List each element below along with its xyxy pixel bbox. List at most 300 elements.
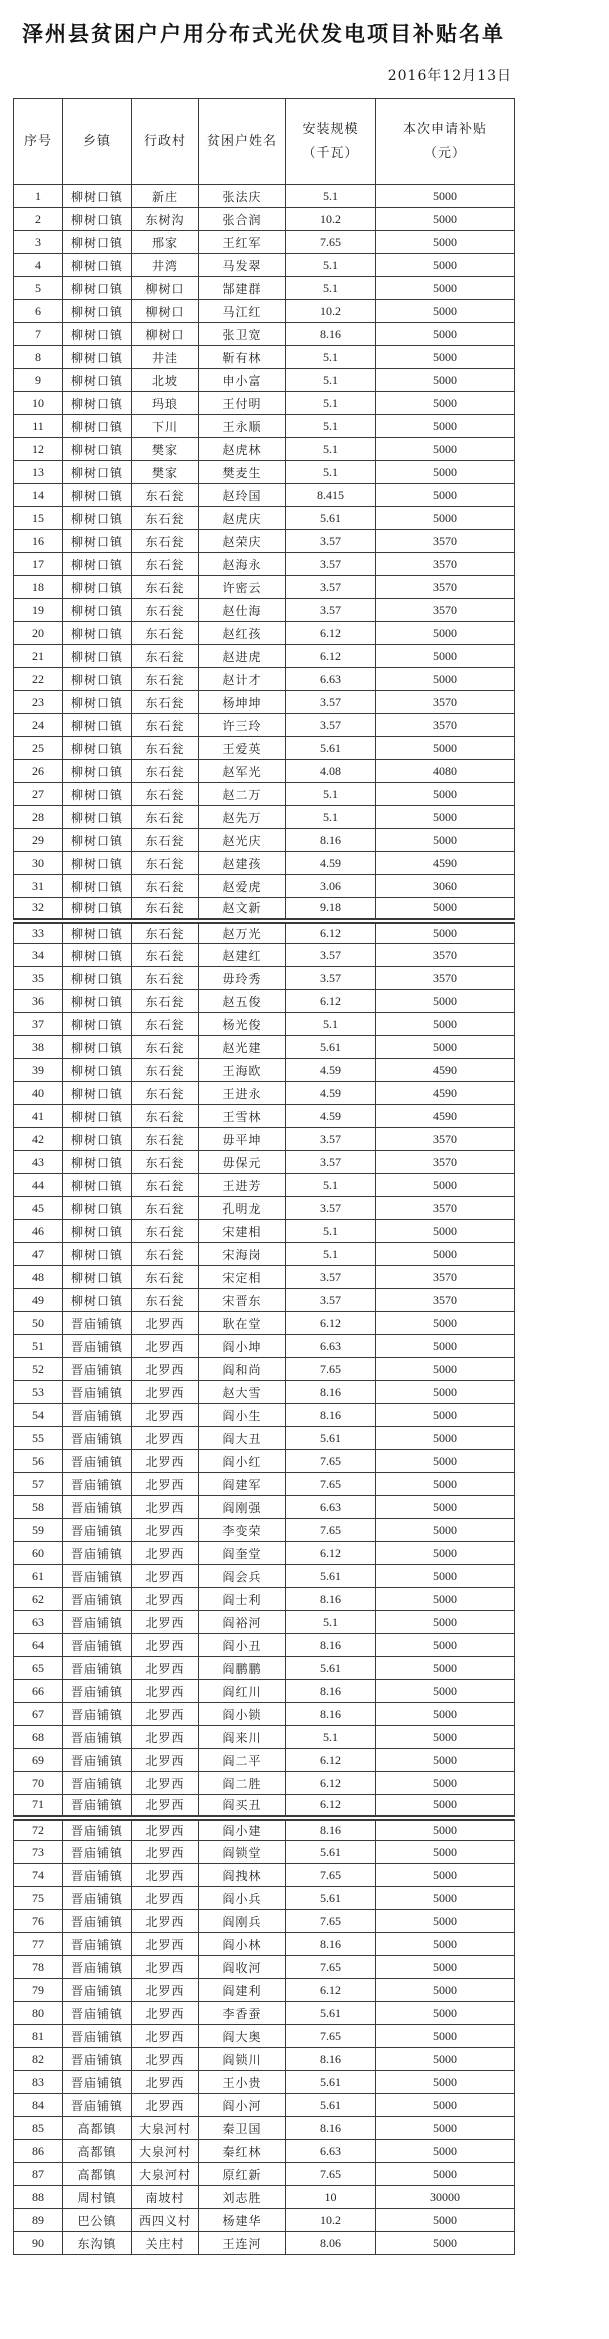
cell-seq: 90 bbox=[14, 2232, 63, 2255]
col-header-kw-label: 安装规模 bbox=[302, 122, 359, 138]
cell-name: 阎建利 bbox=[199, 1979, 286, 2002]
table-row bbox=[14, 1634, 515, 1657]
cell-name: 王付明 bbox=[199, 392, 286, 415]
cell-seq: 7 bbox=[14, 323, 63, 346]
cell-seq: 67 bbox=[14, 1703, 63, 1726]
cell-subsidy: 4080 bbox=[376, 760, 515, 783]
col-header-kw-unit: （千瓦） bbox=[302, 145, 359, 161]
cell-name: 王永顺 bbox=[199, 415, 286, 438]
table-row bbox=[14, 1243, 515, 1266]
cell-township: 柳树口镇 bbox=[63, 576, 132, 599]
cell-township: 晋庙铺镇 bbox=[63, 1450, 132, 1473]
cell-township: 柳树口镇 bbox=[63, 208, 132, 231]
cell-village: 北坡 bbox=[132, 369, 199, 392]
cell-township: 晋庙铺镇 bbox=[63, 1841, 132, 1864]
cell-subsidy: 5000 bbox=[376, 1450, 515, 1473]
cell-kw: 8.16 bbox=[286, 323, 376, 346]
cell-name: 阎拽林 bbox=[199, 1864, 286, 1887]
cell-name: 杨坤坤 bbox=[199, 691, 286, 714]
cell-seq: 55 bbox=[14, 1427, 63, 1450]
table-row bbox=[14, 1105, 515, 1128]
cell-name: 阎鹏鹏 bbox=[199, 1657, 286, 1680]
cell-kw: 3.57 bbox=[286, 553, 376, 576]
table-header bbox=[14, 99, 515, 185]
cell-seq: 27 bbox=[14, 783, 63, 806]
cell-name: 赵大雪 bbox=[199, 1381, 286, 1404]
cell-subsidy: 5000 bbox=[376, 1726, 515, 1749]
cell-township: 柳树口镇 bbox=[63, 806, 132, 829]
cell-subsidy: 4590 bbox=[376, 1082, 515, 1105]
cell-kw: 5.1 bbox=[286, 346, 376, 369]
table-row bbox=[14, 806, 515, 829]
cell-village: 北罗西 bbox=[132, 1979, 199, 2002]
cell-name: 宋建相 bbox=[199, 1220, 286, 1243]
cell-village: 大泉河村 bbox=[132, 2117, 199, 2140]
cell-township: 晋庙铺镇 bbox=[63, 1519, 132, 1542]
cell-name: 王进芳 bbox=[199, 1174, 286, 1197]
cell-village: 东石瓮 bbox=[132, 829, 199, 852]
table-row bbox=[14, 277, 515, 300]
cell-seq: 16 bbox=[14, 530, 63, 553]
cell-seq: 54 bbox=[14, 1404, 63, 1427]
cell-village: 北罗西 bbox=[132, 1473, 199, 1496]
cell-township: 晋庙铺镇 bbox=[63, 1473, 132, 1496]
cell-kw: 5.1 bbox=[286, 1726, 376, 1749]
cell-kw: 8.16 bbox=[286, 1404, 376, 1427]
table-row bbox=[14, 1197, 515, 1220]
table-row bbox=[14, 576, 515, 599]
cell-village: 北罗西 bbox=[132, 1358, 199, 1381]
cell-village: 北罗西 bbox=[132, 1864, 199, 1887]
cell-village: 东石瓮 bbox=[132, 875, 199, 898]
cell-township: 晋庙铺镇 bbox=[63, 2094, 132, 2117]
cell-seq: 13 bbox=[14, 461, 63, 484]
cell-seq: 57 bbox=[14, 1473, 63, 1496]
table-row bbox=[14, 1036, 515, 1059]
cell-kw: 3.57 bbox=[286, 691, 376, 714]
cell-name: 阎小红 bbox=[199, 1450, 286, 1473]
table-row bbox=[14, 530, 515, 553]
cell-name: 阎来川 bbox=[199, 1726, 286, 1749]
cell-name: 许密云 bbox=[199, 576, 286, 599]
table-row bbox=[14, 1749, 515, 1772]
cell-township: 柳树口镇 bbox=[63, 530, 132, 553]
cell-township: 柳树口镇 bbox=[63, 1105, 132, 1128]
cell-village: 北罗西 bbox=[132, 1588, 199, 1611]
cell-subsidy: 3570 bbox=[376, 1266, 515, 1289]
cell-name: 张卫宽 bbox=[199, 323, 286, 346]
cell-subsidy: 3570 bbox=[376, 530, 515, 553]
col-header-subsidy bbox=[376, 99, 515, 185]
table-row bbox=[14, 1013, 515, 1036]
cell-subsidy: 5000 bbox=[376, 1013, 515, 1036]
cell-subsidy: 5000 bbox=[376, 990, 515, 1013]
table-row bbox=[14, 2071, 515, 2094]
table-row bbox=[14, 185, 515, 208]
table-row bbox=[14, 1381, 515, 1404]
cell-kw: 3.06 bbox=[286, 875, 376, 898]
table-row bbox=[14, 1979, 515, 2002]
table-row bbox=[14, 507, 515, 530]
cell-seq: 29 bbox=[14, 829, 63, 852]
cell-township: 晋庙铺镇 bbox=[63, 2002, 132, 2025]
cell-township: 柳树口镇 bbox=[63, 668, 132, 691]
cell-name: 申小富 bbox=[199, 369, 286, 392]
cell-subsidy: 5000 bbox=[376, 1864, 515, 1887]
cell-subsidy: 3570 bbox=[376, 1128, 515, 1151]
cell-subsidy: 5000 bbox=[376, 277, 515, 300]
cell-township: 高都镇 bbox=[63, 2117, 132, 2140]
cell-township: 柳树口镇 bbox=[63, 346, 132, 369]
cell-kw: 8.16 bbox=[286, 1588, 376, 1611]
table-row bbox=[14, 1726, 515, 1749]
cell-township: 柳树口镇 bbox=[63, 783, 132, 806]
cell-seq: 52 bbox=[14, 1358, 63, 1381]
table-row bbox=[14, 737, 515, 760]
cell-seq: 60 bbox=[14, 1542, 63, 1565]
cell-subsidy: 5000 bbox=[376, 1887, 515, 1910]
cell-subsidy: 5000 bbox=[376, 2048, 515, 2071]
cell-kw: 5.61 bbox=[286, 1841, 376, 1864]
cell-kw: 5.61 bbox=[286, 2094, 376, 2117]
cell-kw: 7.65 bbox=[286, 1473, 376, 1496]
cell-name: 阎小兵 bbox=[199, 1887, 286, 1910]
cell-seq: 35 bbox=[14, 967, 63, 990]
cell-seq: 68 bbox=[14, 1726, 63, 1749]
table-row bbox=[14, 369, 515, 392]
cell-village: 东石瓮 bbox=[132, 1289, 199, 1312]
cell-seq: 36 bbox=[14, 990, 63, 1013]
table-row bbox=[14, 484, 515, 507]
table-row bbox=[14, 1519, 515, 1542]
cell-seq: 62 bbox=[14, 1588, 63, 1611]
cell-seq: 84 bbox=[14, 2094, 63, 2117]
cell-seq: 5 bbox=[14, 277, 63, 300]
cell-kw: 9.18 bbox=[286, 898, 376, 921]
table-row bbox=[14, 415, 515, 438]
cell-township: 晋庙铺镇 bbox=[63, 1358, 132, 1381]
cell-township: 柳树口镇 bbox=[63, 1243, 132, 1266]
table-row bbox=[14, 1266, 515, 1289]
cell-kw: 5.61 bbox=[286, 2002, 376, 2025]
table-row bbox=[14, 346, 515, 369]
cell-seq: 10 bbox=[14, 392, 63, 415]
cell-name: 阎建军 bbox=[199, 1473, 286, 1496]
document-date: 2016年12月13日 bbox=[387, 68, 512, 84]
cell-seq: 44 bbox=[14, 1174, 63, 1197]
cell-seq: 28 bbox=[14, 806, 63, 829]
cell-seq: 73 bbox=[14, 1841, 63, 1864]
cell-kw: 8.16 bbox=[286, 2048, 376, 2071]
cell-seq: 82 bbox=[14, 2048, 63, 2071]
cell-village: 玛琅 bbox=[132, 392, 199, 415]
cell-kw: 5.61 bbox=[286, 507, 376, 530]
cell-kw: 6.12 bbox=[286, 990, 376, 1013]
cell-township: 晋庙铺镇 bbox=[63, 1611, 132, 1634]
table-row bbox=[14, 1404, 515, 1427]
cell-township: 晋庙铺镇 bbox=[63, 1427, 132, 1450]
cell-name: 王海欧 bbox=[199, 1059, 286, 1082]
cell-name: 赵二万 bbox=[199, 783, 286, 806]
cell-kw: 8.16 bbox=[286, 2117, 376, 2140]
cell-subsidy: 5000 bbox=[376, 1473, 515, 1496]
cell-subsidy: 5000 bbox=[376, 507, 515, 530]
cell-name: 阎买丑 bbox=[199, 1795, 286, 1818]
cell-name: 赵先万 bbox=[199, 806, 286, 829]
table-row bbox=[14, 829, 515, 852]
cell-village: 东石瓮 bbox=[132, 1151, 199, 1174]
table-row bbox=[14, 208, 515, 231]
cell-township: 晋庙铺镇 bbox=[63, 1335, 132, 1358]
cell-subsidy: 5000 bbox=[376, 2140, 515, 2163]
cell-township: 高都镇 bbox=[63, 2163, 132, 2186]
cell-name: 阎会兵 bbox=[199, 1565, 286, 1588]
cell-seq: 70 bbox=[14, 1772, 63, 1795]
cell-subsidy: 5000 bbox=[376, 231, 515, 254]
cell-village: 东石瓮 bbox=[132, 576, 199, 599]
cell-name: 宋定相 bbox=[199, 1266, 286, 1289]
cell-subsidy: 4590 bbox=[376, 1059, 515, 1082]
cell-subsidy: 5000 bbox=[376, 1381, 515, 1404]
cell-name: 赵虎庆 bbox=[199, 507, 286, 530]
cell-name: 马江红 bbox=[199, 300, 286, 323]
cell-kw: 3.57 bbox=[286, 530, 376, 553]
cell-subsidy: 5000 bbox=[376, 484, 515, 507]
cell-seq: 21 bbox=[14, 645, 63, 668]
cell-subsidy: 5000 bbox=[376, 1634, 515, 1657]
cell-name: 赵虎林 bbox=[199, 438, 286, 461]
cell-seq: 32 bbox=[14, 898, 63, 921]
cell-seq: 12 bbox=[14, 438, 63, 461]
table-row bbox=[14, 1795, 515, 1818]
cell-subsidy: 5000 bbox=[376, 1841, 515, 1864]
cell-kw: 7.65 bbox=[286, 1864, 376, 1887]
cell-township: 柳树口镇 bbox=[63, 714, 132, 737]
cell-subsidy: 3570 bbox=[376, 576, 515, 599]
cell-subsidy: 5000 bbox=[376, 1174, 515, 1197]
cell-subsidy: 5000 bbox=[376, 415, 515, 438]
cell-village: 东石瓮 bbox=[132, 1013, 199, 1036]
cell-subsidy: 5000 bbox=[376, 2094, 515, 2117]
cell-township: 晋庙铺镇 bbox=[63, 1887, 132, 1910]
table-row bbox=[14, 1312, 515, 1335]
cell-name: 阎收河 bbox=[199, 1956, 286, 1979]
cell-name: 秦卫国 bbox=[199, 2117, 286, 2140]
cell-village: 东石瓮 bbox=[132, 1220, 199, 1243]
cell-seq: 75 bbox=[14, 1887, 63, 1910]
cell-seq: 86 bbox=[14, 2140, 63, 2163]
cell-township: 柳树口镇 bbox=[63, 1289, 132, 1312]
cell-township: 柳树口镇 bbox=[63, 760, 132, 783]
cell-kw: 6.63 bbox=[286, 668, 376, 691]
cell-name: 赵文新 bbox=[199, 898, 286, 921]
col-header-township bbox=[63, 99, 132, 185]
cell-name: 杨光俊 bbox=[199, 1013, 286, 1036]
cell-township: 晋庙铺镇 bbox=[63, 1772, 132, 1795]
cell-subsidy: 5000 bbox=[376, 323, 515, 346]
cell-village: 北罗西 bbox=[132, 1335, 199, 1358]
cell-seq: 65 bbox=[14, 1657, 63, 1680]
cell-seq: 69 bbox=[14, 1749, 63, 1772]
table-row bbox=[14, 1335, 515, 1358]
cell-kw: 6.12 bbox=[286, 622, 376, 645]
cell-village: 北罗西 bbox=[132, 1565, 199, 1588]
cell-subsidy: 5000 bbox=[376, 898, 515, 921]
cell-kw: 5.61 bbox=[286, 1657, 376, 1680]
cell-name: 李变荣 bbox=[199, 1519, 286, 1542]
col-header-subsidy-unit: （元） bbox=[423, 145, 466, 161]
table-row bbox=[14, 921, 515, 944]
cell-name: 赵军光 bbox=[199, 760, 286, 783]
cell-subsidy: 3570 bbox=[376, 691, 515, 714]
cell-kw: 5.1 bbox=[286, 254, 376, 277]
cell-township: 柳树口镇 bbox=[63, 553, 132, 576]
cell-subsidy: 5000 bbox=[376, 1703, 515, 1726]
cell-township: 柳树口镇 bbox=[63, 1220, 132, 1243]
cell-township: 柳树口镇 bbox=[63, 691, 132, 714]
cell-village: 东树沟 bbox=[132, 208, 199, 231]
table-row bbox=[14, 1174, 515, 1197]
cell-subsidy: 5000 bbox=[376, 208, 515, 231]
table-row bbox=[14, 714, 515, 737]
cell-subsidy: 5000 bbox=[376, 438, 515, 461]
table-row bbox=[14, 691, 515, 714]
cell-township: 柳树口镇 bbox=[63, 415, 132, 438]
cell-kw: 5.1 bbox=[286, 277, 376, 300]
cell-village: 北罗西 bbox=[132, 1312, 199, 1335]
table-row bbox=[14, 1128, 515, 1151]
cell-kw: 8.16 bbox=[286, 829, 376, 852]
cell-name: 赵计才 bbox=[199, 668, 286, 691]
cell-subsidy: 5000 bbox=[376, 300, 515, 323]
cell-name: 马发翠 bbox=[199, 254, 286, 277]
cell-township: 柳树口镇 bbox=[63, 323, 132, 346]
cell-village: 北罗西 bbox=[132, 1657, 199, 1680]
cell-seq: 24 bbox=[14, 714, 63, 737]
cell-seq: 50 bbox=[14, 1312, 63, 1335]
cell-township: 巴公镇 bbox=[63, 2209, 132, 2232]
cell-kw: 8.16 bbox=[286, 1634, 376, 1657]
col-header-name-label: 贫困户姓名 bbox=[206, 133, 277, 149]
cell-seq: 83 bbox=[14, 2071, 63, 2094]
cell-subsidy: 4590 bbox=[376, 1105, 515, 1128]
cell-kw: 5.61 bbox=[286, 737, 376, 760]
cell-kw: 7.65 bbox=[286, 2163, 376, 2186]
cell-seq: 40 bbox=[14, 1082, 63, 1105]
table-row bbox=[14, 1588, 515, 1611]
cell-village: 东石瓮 bbox=[132, 898, 199, 921]
document-content bbox=[13, 18, 514, 2255]
cell-subsidy: 3570 bbox=[376, 1289, 515, 1312]
table-row bbox=[14, 2232, 515, 2255]
cell-seq: 51 bbox=[14, 1335, 63, 1358]
cell-name: 阎刚强 bbox=[199, 1496, 286, 1519]
cell-township: 晋庙铺镇 bbox=[63, 1956, 132, 1979]
cell-subsidy: 5000 bbox=[376, 346, 515, 369]
cell-village: 北罗西 bbox=[132, 1519, 199, 1542]
cell-seq: 9 bbox=[14, 369, 63, 392]
cell-township: 柳树口镇 bbox=[63, 599, 132, 622]
cell-village: 北罗西 bbox=[132, 1450, 199, 1473]
cell-village: 东石瓮 bbox=[132, 645, 199, 668]
table-row bbox=[14, 1496, 515, 1519]
cell-seq: 66 bbox=[14, 1680, 63, 1703]
cell-township: 柳树口镇 bbox=[63, 737, 132, 760]
table-row bbox=[14, 2002, 515, 2025]
cell-village: 北罗西 bbox=[132, 1427, 199, 1450]
cell-seq: 63 bbox=[14, 1611, 63, 1634]
cell-kw: 10 bbox=[286, 2186, 376, 2209]
cell-name: 赵建红 bbox=[199, 944, 286, 967]
cell-subsidy: 3570 bbox=[376, 1151, 515, 1174]
cell-seq: 22 bbox=[14, 668, 63, 691]
table-row bbox=[14, 300, 515, 323]
cell-township: 晋庙铺镇 bbox=[63, 1312, 132, 1335]
cell-name: 赵玲国 bbox=[199, 484, 286, 507]
cell-subsidy: 5000 bbox=[376, 1519, 515, 1542]
cell-seq: 23 bbox=[14, 691, 63, 714]
cell-subsidy: 5000 bbox=[376, 1565, 515, 1588]
cell-village: 东石瓮 bbox=[132, 852, 199, 875]
cell-kw: 8.415 bbox=[286, 484, 376, 507]
col-header-name bbox=[199, 99, 286, 185]
cell-township: 晋庙铺镇 bbox=[63, 1864, 132, 1887]
cell-village: 北罗西 bbox=[132, 1703, 199, 1726]
cell-village: 北罗西 bbox=[132, 1956, 199, 1979]
cell-kw: 8.06 bbox=[286, 2232, 376, 2255]
cell-subsidy: 3570 bbox=[376, 714, 515, 737]
cell-village: 东石瓮 bbox=[132, 507, 199, 530]
cell-kw: 8.16 bbox=[286, 1381, 376, 1404]
cell-township: 晋庙铺镇 bbox=[63, 1542, 132, 1565]
cell-subsidy: 4590 bbox=[376, 852, 515, 875]
cell-seq: 38 bbox=[14, 1036, 63, 1059]
cell-township: 柳树口镇 bbox=[63, 185, 132, 208]
cell-village: 北罗西 bbox=[132, 1772, 199, 1795]
cell-village: 东石瓮 bbox=[132, 1128, 199, 1151]
col-header-kw bbox=[286, 99, 376, 185]
cell-subsidy: 5000 bbox=[376, 1795, 515, 1818]
cell-township: 晋庙铺镇 bbox=[63, 1933, 132, 1956]
cell-seq: 31 bbox=[14, 875, 63, 898]
cell-village: 柳树口 bbox=[132, 323, 199, 346]
cell-kw: 4.59 bbox=[286, 1082, 376, 1105]
cell-seq: 74 bbox=[14, 1864, 63, 1887]
cell-kw: 3.57 bbox=[286, 1289, 376, 1312]
col-header-township-label: 乡镇 bbox=[82, 133, 111, 149]
table-row bbox=[14, 438, 515, 461]
cell-kw: 3.57 bbox=[286, 1151, 376, 1174]
table-row bbox=[14, 898, 515, 921]
cell-kw: 10.2 bbox=[286, 2209, 376, 2232]
table-row bbox=[14, 1473, 515, 1496]
cell-township: 晋庙铺镇 bbox=[63, 1703, 132, 1726]
table-row bbox=[14, 461, 515, 484]
cell-name: 赵荣庆 bbox=[199, 530, 286, 553]
cell-township: 柳树口镇 bbox=[63, 438, 132, 461]
cell-name: 秦红林 bbox=[199, 2140, 286, 2163]
cell-kw: 6.12 bbox=[286, 921, 376, 944]
cell-subsidy: 5000 bbox=[376, 1611, 515, 1634]
cell-name: 阎刚兵 bbox=[199, 1910, 286, 1933]
cell-seq: 87 bbox=[14, 2163, 63, 2186]
cell-kw: 6.12 bbox=[286, 1979, 376, 2002]
cell-kw: 5.1 bbox=[286, 461, 376, 484]
table-row bbox=[14, 1933, 515, 1956]
col-header-village bbox=[132, 99, 199, 185]
cell-seq: 25 bbox=[14, 737, 63, 760]
cell-seq: 37 bbox=[14, 1013, 63, 1036]
